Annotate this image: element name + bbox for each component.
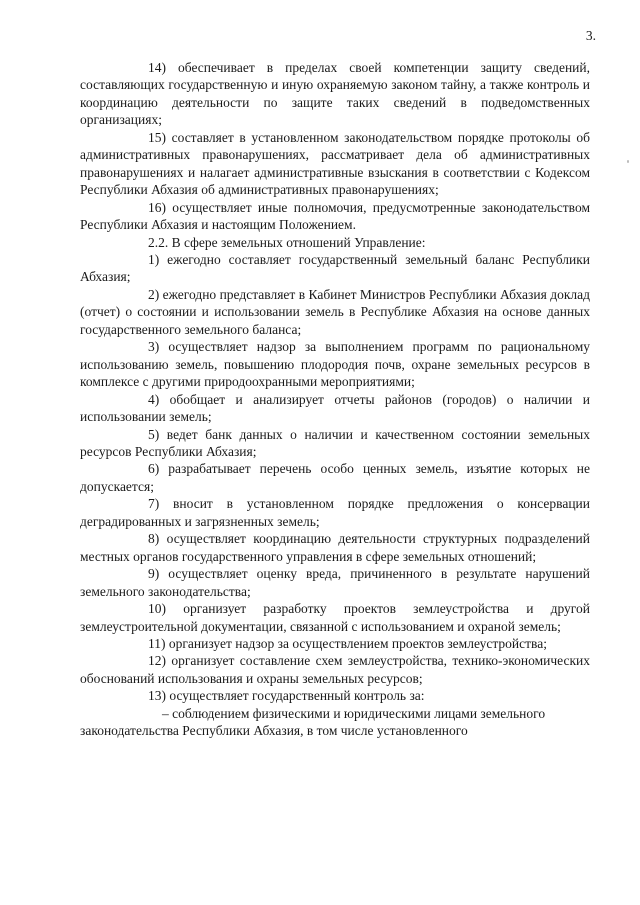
paragraph-item-16: 16) осуществляет иные полномочия, предусмотренные законодательством Республики Абхазия и настоящим Положением.	[80, 199, 590, 233]
paragraph-item-7: 7) вносит в установленном порядке предложения о консервации деградированных и загрязненных земель;	[80, 496, 590, 529]
paragraph-item-6: 6) разрабатывает перечень особо ценных земель, изъятие которых не допускается;	[80, 461, 590, 494]
paragraph-item-5: 5) ведет банк данных о наличии и качественном состоянии земельных ресурсов Республики Абхазия;	[80, 426, 590, 459]
dash-item-first-line: – соблюдением физическими и юридическими лицами земельного	[162, 705, 546, 721]
paragraph-item-10: 10) организует разработку проектов землеустройства и другой землеустроительной документации, связанной с использованием и охраной земель;	[80, 601, 590, 634]
paragraph-item-3: 3) осуществляет надзор за выполнением программ по рациональному использованию земель, повышению плодородия почв, охране земельных ресурсов в комплексе с другими природоохранными мероприятиями;	[80, 339, 590, 390]
paragraph-item-2: 2) ежегодно представляет в Кабинет Министров Республики Абхазия доклад (отчет) о состоянии и использовании земель в Республике Абхазия на основе данных государственного земельного баланса;	[80, 286, 590, 337]
paragraph-item-15: 15) составляет в установленном законодательством порядке протоколы об административных правонарушениях, рассматривает дела об административных правонарушениях и налагает административные взыскания в соответствии с Кодексом Республики Абхазия об административных правонарушениях;	[80, 129, 590, 198]
paragraph-item-14: 14) обеспечивает в пределах своей компетенции защиту сведений, составляющих государственную и иную охраняемую законом тайну, а также контроль и координацию деятельности по защите таких сведений в подведомственных организациях;	[80, 60, 590, 128]
paragraph-item-8: 8) осуществляет координацию деятельности структурных подразделений местных органов государственного управления в сфере земельных отношений;	[80, 531, 590, 564]
paragraph-item-4: 4) обобщает и анализирует отчеты районов (городов) о наличии и использовании земель;	[80, 391, 590, 425]
document-body	[80, 59, 590, 740]
section-heading-2-2: 2.2. В сфере земельных отношений Управление:	[148, 234, 426, 250]
dash-item-continuation: законодательства Республики Абхазия, в том числе установленного	[80, 723, 468, 739]
paragraph-item-13: 13) осуществляет государственный контроль за:	[148, 688, 425, 704]
paragraph-item-11: 11) организует надзор за осуществлением проектов землеустройства;	[148, 635, 547, 651]
paragraph-item-1: 1) ежегодно составляет государственный земельный баланс Республики Абхазия;	[80, 251, 590, 285]
dash-list-item	[80, 705, 590, 740]
paragraph-item-9: 9) осуществляет оценку вреда, причиненного в результате нарушений земельного законодательства;	[80, 566, 590, 599]
scan-artifact-mark	[627, 160, 629, 163]
paragraph-item-12: 12) организует составление схем землеустройства, технико-экономических обоснований использования и охраны земельных ресурсов;	[80, 653, 590, 686]
page-number: 3.	[585, 28, 596, 43]
